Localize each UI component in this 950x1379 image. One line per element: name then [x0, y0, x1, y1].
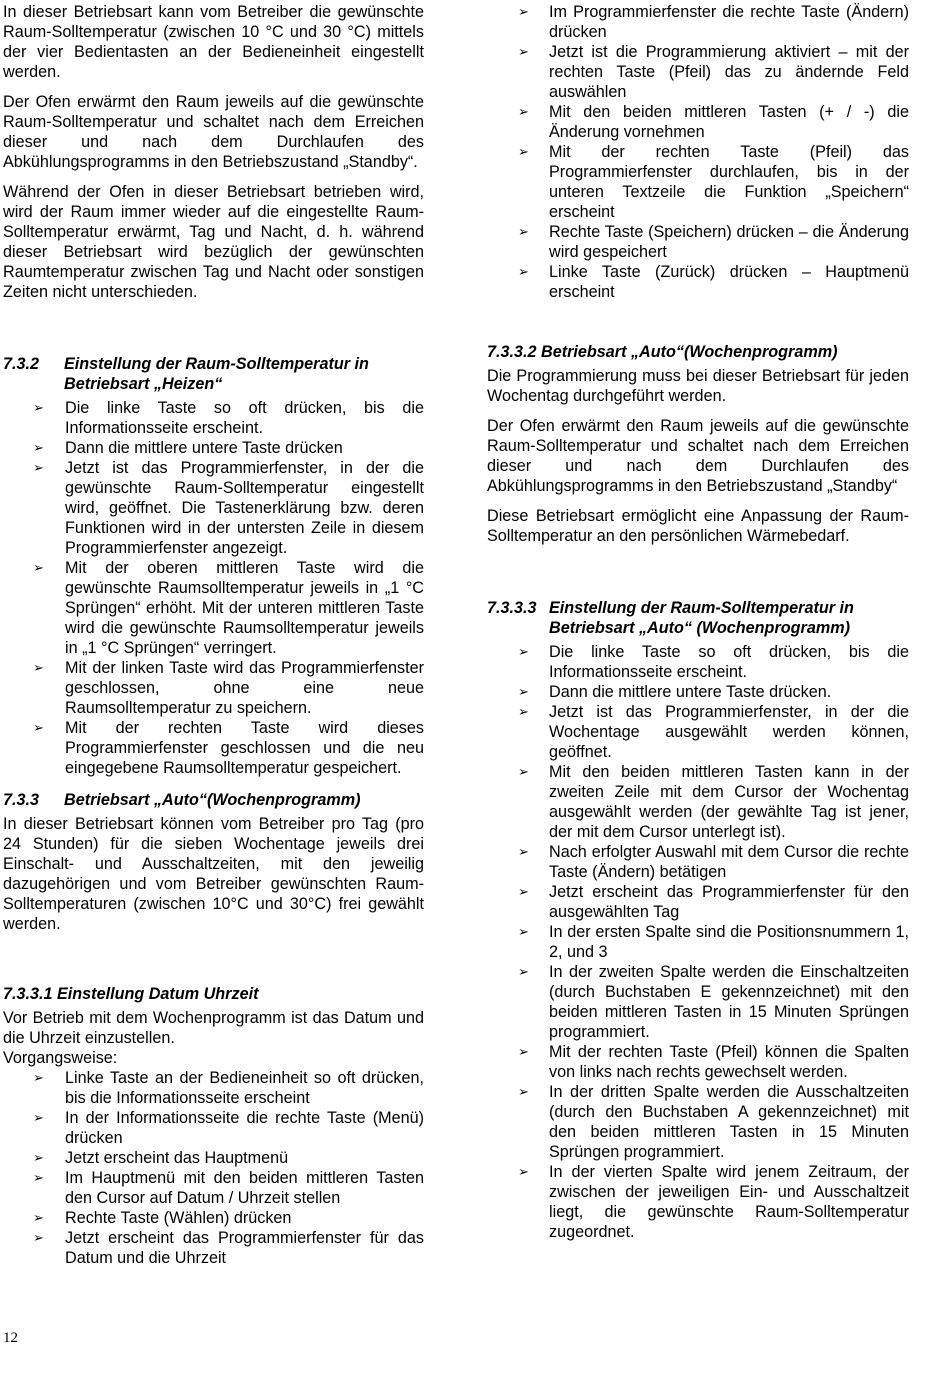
list-item: ➢ Jetzt erscheint das Programmierfenster für das Datum und die Uhrzeit: [3, 1228, 424, 1268]
list-item: ➢ Linke Taste an der Bedieneinheit so oft drücken, bis die Informationsseite erscheint: [3, 1068, 424, 1108]
heading-7-3-3: [3, 790, 424, 810]
list-item: ➢ Jetzt ist das Programmierfenster, in der die gewünschte Raum-Solltemperatur eingestellt wird, geöffnet. Die Tastenerklärung bzw. deren Funktionen wird in der untersten Zeile in diesem Programmierfenster angezeigt.: [3, 458, 424, 558]
heading-title: 7.3.3.2 Betriebsart „Auto“(Wochenprogramm): [487, 343, 838, 361]
list-item: ➢ In der zweiten Spalte werden die Einschaltzeiten (durch Buchstaben E gekennzeichnet) mit den beiden mittleren Tasten in 15 Minuten Sprüngen programmiert.: [487, 962, 909, 1042]
paragraph-weekly-adapt: Diese Betriebsart ermöglicht eine Anpassung der Raum-Solltemperatur an den persönlichen Wärmebedarf.: [487, 507, 909, 545]
list-item: ➢ Jetzt ist die Programmierung aktiviert – mit der rechten Taste (Pfeil) das zu ändernde Feld auswählen: [487, 42, 909, 102]
paragraph-standby: Der Ofen erwärmt den Raum jeweils auf die gewünschte Raum-Solltemperatur und schaltet nach dem Erreichen dieser und nach dem Durchlaufen des Abkühlungsprogramms in den Betriebszustand „Standby“.: [3, 93, 424, 171]
left-column: [3, 2, 424, 1268]
list-7-3-3-3: [487, 642, 909, 1242]
heading-7-3-2: [3, 354, 424, 394]
list-item: ➢ Die linke Taste so oft drücken, bis die Informationsseite erscheint.: [3, 398, 424, 438]
heading-title: Betriebsart „Auto“(Wochenprogramm): [64, 791, 361, 809]
right-column: [487, 2, 909, 1242]
list-item: ➢ Dann die mittlere untere Taste drücken.: [487, 682, 909, 702]
list-item: ➢ In der Informationsseite die rechte Taste (Menü) drücken: [3, 1108, 424, 1148]
list-item: ➢ Mit der linken Taste wird das Programmierfenster geschlossen, ohne eine neue Raumsolltemperatur zu speichern.: [3, 658, 424, 718]
heading-number: 7.3.3.3: [487, 599, 537, 617]
heading-number: 7.3.3: [3, 791, 40, 809]
list-item: ➢ Mit den beiden mittleren Tasten kann in der zweiten Zeile mit dem Cursor der Wochentag ausgewählt werden (der gewählte Tag ist jener, der mit dem Cursor unterlegt ist).: [487, 762, 909, 842]
list-item: ➢ Jetzt ist das Programmierfenster, in der die Wochentage ausgewählt werden können, geöffnet.: [487, 702, 909, 762]
list-item: ➢ Im Hauptmenü mit den beiden mittleren Tasten den Cursor auf Datum / Uhrzeit stellen: [3, 1168, 424, 1208]
paragraph-weekly: Die Programmierung muss bei dieser Betriebsart für jeden Wochentag durchgeführt werden.: [487, 367, 909, 405]
list-item: ➢ Im Programmierfenster die rechte Taste (Ändern) drücken: [487, 2, 909, 42]
list-item: ➢ Linke Taste (Zurück) drücken – Hauptmenü erscheint: [487, 262, 909, 302]
list-item: ➢ Jetzt erscheint das Hauptmenü: [3, 1148, 424, 1168]
heading-title: Einstellung der Raum-Solltemperatur in Betriebsart „Auto“ (Wochenprogramm): [549, 599, 854, 637]
heading-title: Einstellung der Raum-Solltemperatur in Betriebsart „Heizen“: [64, 355, 369, 393]
page-number: 12: [3, 1330, 18, 1346]
list-7-3-2: [3, 398, 424, 778]
list-item: ➢ Rechte Taste (Wählen) drücken: [3, 1208, 424, 1228]
list-item: ➢ In der vierten Spalte wird jenem Zeitraum, der zwischen der jeweiligen Ein- und Ausschaltzeit liegt, die gewünschte Raum-Solltemperatur zugeordnet.: [487, 1162, 909, 1242]
paragraph-procedure: Vorgangsweise:: [3, 1049, 118, 1067]
heading-7-3-3-3: [487, 598, 909, 638]
list-date-time-steps: [487, 2, 909, 302]
list-item: ➢ Mit der rechten Taste (Pfeil) das Programmierfenster durchlaufen, bis in der unteren Textzeile die Funktion „Speichern“ erscheint: [487, 142, 909, 222]
list-item: ➢ Rechte Taste (Speichern) drücken – die Änderung wird gespeichert: [487, 222, 909, 262]
list-item: ➢ Dann die mittlere untere Taste drücken: [3, 438, 424, 458]
list-item: ➢ Die linke Taste so oft drücken, bis die Informationsseite erscheint.: [487, 642, 909, 682]
heading-number: 7.3.2: [3, 355, 40, 373]
list-item: ➢ Mit der oberen mittleren Taste wird die gewünschte Raumsolltemperatur jeweils in „1 °C Sprüngen“ erhöht. Mit der unteren mittleren Taste wird die gewünschte Raumsolltemperatur jeweils in „1 °C Sprüngen“ verringert.: [3, 558, 424, 658]
list-item: ➢ Mit der rechten Taste (Pfeil) können die Spalten von links nach rechts gewechselt werden.: [487, 1042, 909, 1082]
paragraph-date-time: Vor Betrieb mit dem Wochenprogramm ist das Datum und die Uhrzeit einzustellen.: [3, 1009, 424, 1047]
heading-title: 7.3.3.1 Einstellung Datum Uhrzeit: [3, 985, 259, 1003]
list-item: ➢ In der ersten Spalte sind die Positionsnummern 1, 2, und 3: [487, 922, 909, 962]
paragraph-auto-mode: In dieser Betriebsart können vom Betreiber pro Tag (pro 24 Stunden) für die sieben Wochentage jeweils drei Einschalt- und Ausschaltzeiten, mit den jeweilig dazugehörigen und vom Betreiber gewünschten Raum-Solltemperaturen (zwischen 10°C und 30°C) frei gewählt werden.: [3, 815, 424, 933]
list-item: ➢ Mit den beiden mittleren Tasten (+ / -) die Änderung vornehmen: [487, 102, 909, 142]
paragraph-day-night: Während der Ofen in dieser Betriebsart betrieben wird, wird der Raum immer wieder auf die eingestellte Raum-Solltemperatur erwärmt, Tag und Nacht, d. h. während dieser Betriebsart wird bezüglich der gewünschten Raumtemperatur zwischen Tag und Nacht oder sonstigen Zeiten nicht unterschieden.: [3, 183, 424, 301]
list-item: ➢ Mit der rechten Taste wird dieses Programmierfenster geschlossen und die neu eingegebene Raumsolltemperatur gespeichert.: [3, 718, 424, 778]
heading-7-3-3-2: [487, 342, 909, 362]
heading-7-3-3-1: [3, 984, 424, 1004]
list-item: ➢ In der dritten Spalte werden die Ausschaltzeiten (durch den Buchstaben A gekennzeichnet) mit den beiden mittleren Tasten in 15 Minuten Sprüngen programmiert.: [487, 1082, 909, 1162]
list-item: ➢ Nach erfolgter Auswahl mit dem Cursor die rechte Taste (Ändern) betätigen: [487, 842, 909, 882]
paragraph-intro: In dieser Betriebsart kann vom Betreiber die gewünschte Raum-Solltemperatur (zwischen 10 °C und 30 °C) mittels der vier Bedientasten an der Bedieneinheit eingestellt werden.: [3, 3, 424, 81]
paragraph-weekly-standby: Der Ofen erwärmt den Raum jeweils auf die gewünschte Raum-Solltemperatur und schaltet nach dem Erreichen dieser und nach dem Durchlaufen des Abkühlungsprogramms in den Betriebszustand „Standby“: [487, 417, 909, 495]
list-7-3-3-1: [3, 1068, 424, 1268]
list-item: ➢ Jetzt erscheint das Programmierfenster für den ausgewählten Tag: [487, 882, 909, 922]
